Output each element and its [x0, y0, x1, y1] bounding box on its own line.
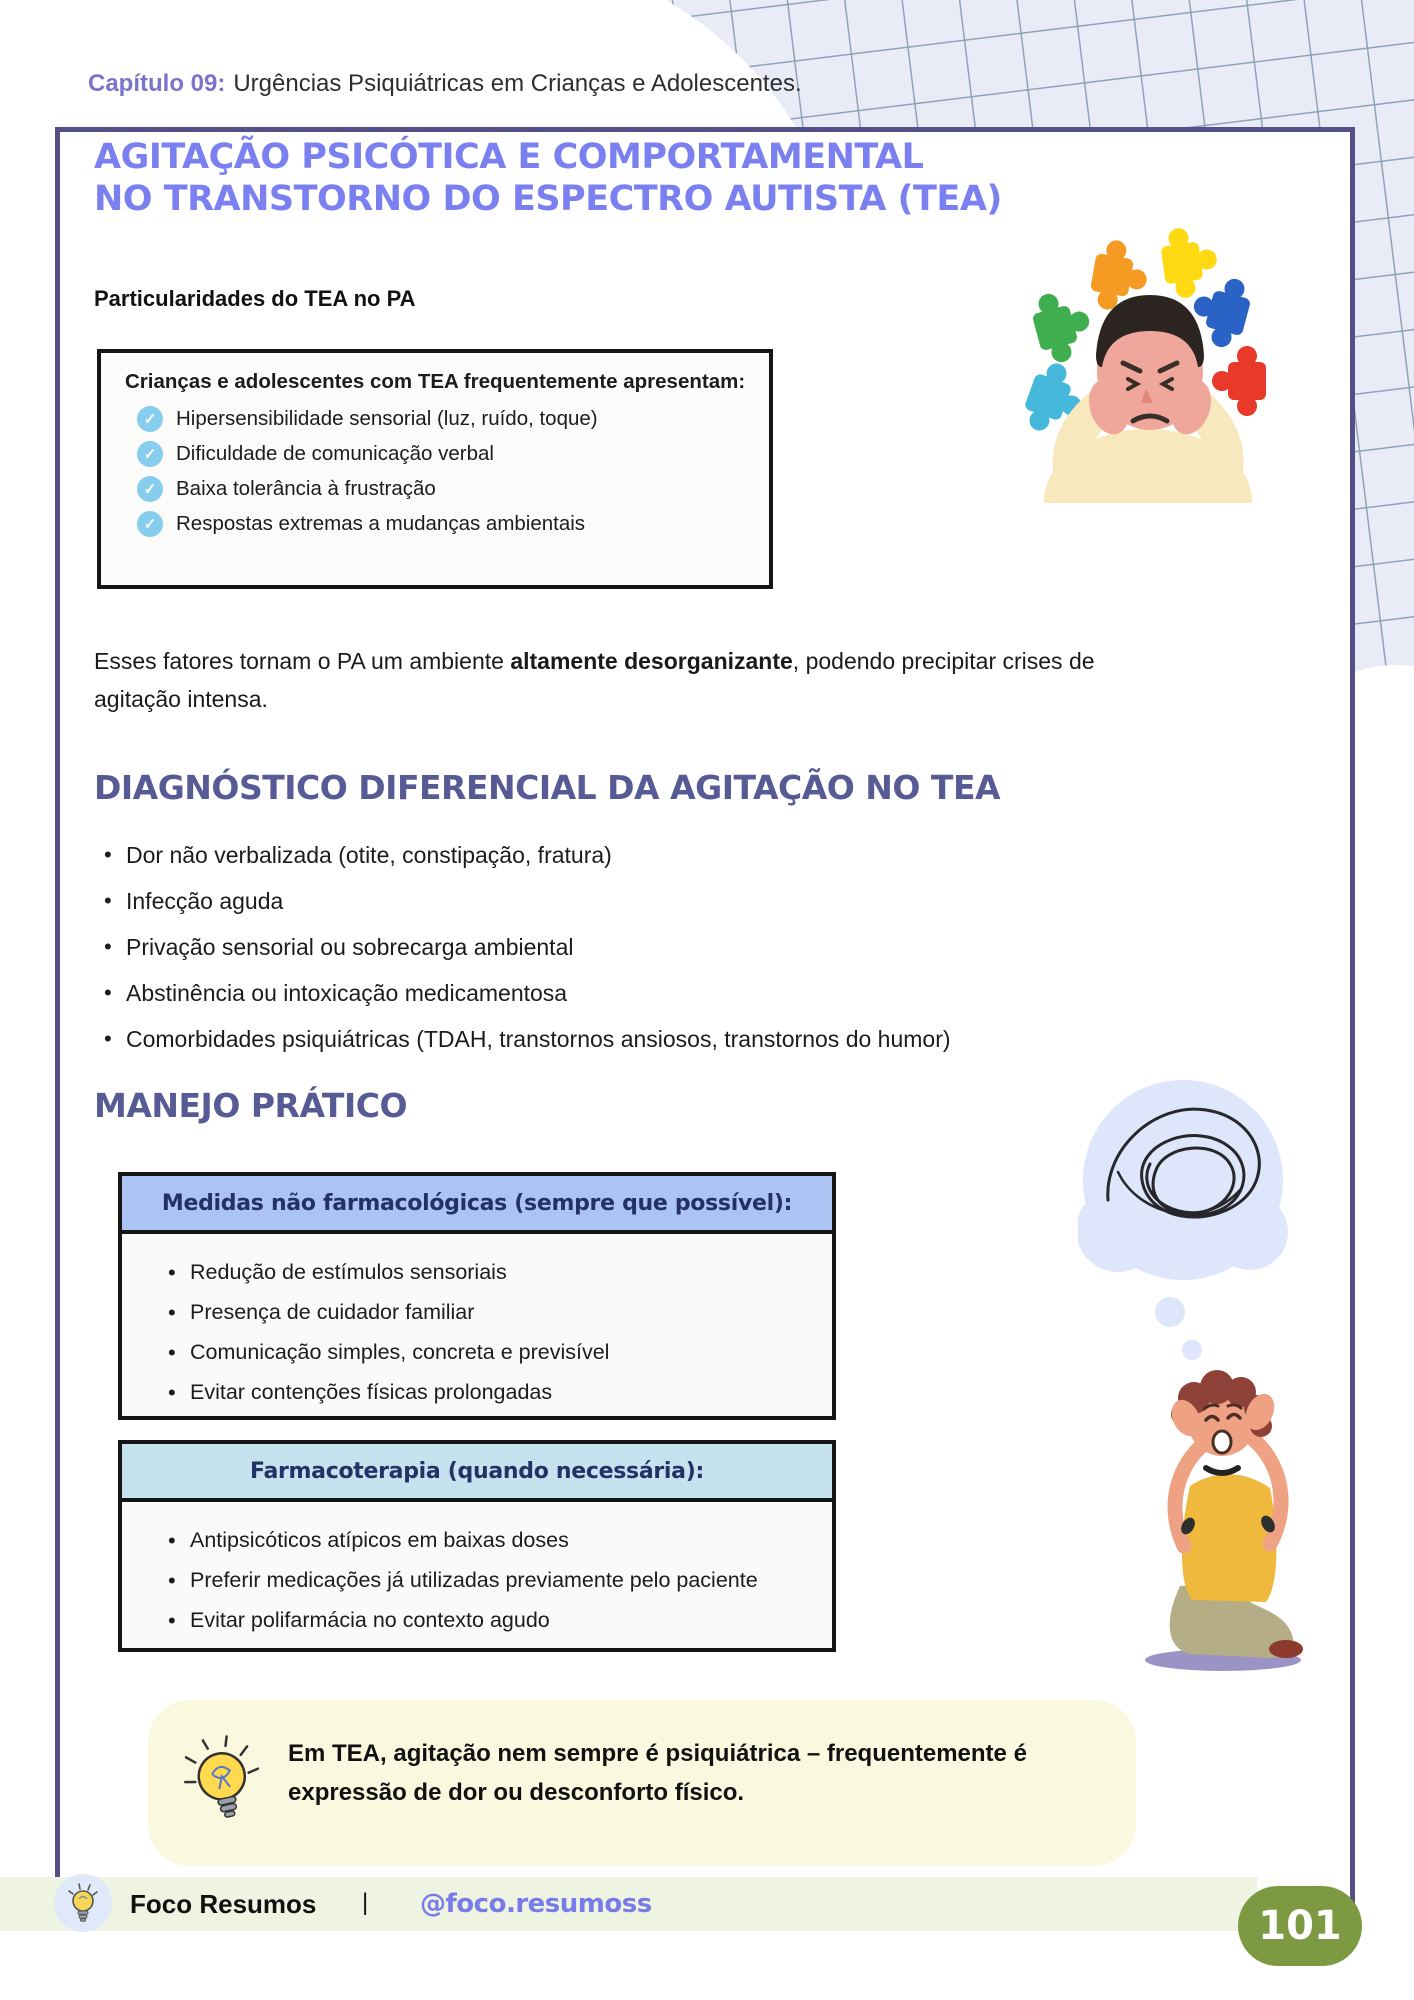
- tip-text: Em TEA, agitação nem sempre é psiquiátrica – frequentemente é expressão de dor ou desconforto físico.: [288, 1740, 1027, 1806]
- paragraph-text: , podendo precipitar crises de agitação intensa.: [94, 648, 1095, 712]
- list-item: • Dor não verbalizada (otite, constipação, fratura): [94, 842, 1244, 869]
- non-pharmacological-box-body: [122, 1234, 832, 1430]
- list-item: • Evitar polifarmácia no contexto agudo: [158, 1608, 808, 1633]
- puzzle-person-graphic: [800, 193, 1280, 503]
- list-item-text: Respostas extremas a mudanças ambientais: [176, 512, 586, 535]
- lightbulb-icon: [178, 1732, 270, 1837]
- list-item-text: Hipersensibilidade sensorial (luz, ruído, toque): [176, 407, 598, 430]
- puzzle-piece-green: [1028, 285, 1098, 367]
- subtitle: Particularidades do TEA no PA: [94, 286, 416, 311]
- chapter-title: Urgências Psiquiátricas em Crianças e Adolescentes.: [233, 70, 802, 97]
- check-circle-icon: ✓: [137, 406, 163, 432]
- list-item-text: Baixa tolerância à frustração: [176, 477, 436, 500]
- list-item: • Infecção aguda: [94, 888, 1244, 915]
- kneeling-child-graphic: [1118, 1358, 1318, 1678]
- non-pharmacological-box: [118, 1172, 836, 1420]
- pharmacotherapy-box: [118, 1440, 836, 1652]
- thought-bubble-graphic: [1078, 1052, 1288, 1382]
- list-item: • Evitar contenções físicas prolongadas: [158, 1380, 808, 1405]
- list-item: • Preferir medicações já utilizadas previamente pelo paciente: [158, 1568, 808, 1593]
- instagram-handle-link[interactable]: @foco.resumoss: [420, 1889, 652, 1919]
- intro-paragraph: [94, 642, 1174, 718]
- footer-bar: [0, 1877, 1257, 1931]
- page-number-badge: 101: [1238, 1886, 1362, 1966]
- check-circle-icon: ✓: [137, 476, 163, 502]
- list-item: • Abstinência ou intoxicação medicamentosa: [94, 980, 1244, 1007]
- list-item: [137, 476, 749, 502]
- footer-separator: |: [362, 1889, 369, 1916]
- chapter-label: Capítulo 09:: [88, 70, 226, 97]
- tangled-thought-bubble-illustration: [1078, 1052, 1288, 1382]
- paragraph-text: Esses fatores tornam o PA um ambiente: [94, 648, 511, 674]
- puzzle-piece-yellow: [1158, 223, 1221, 300]
- non-pharmacological-box-title: Medidas não farmacológicas (sempre que possível):: [122, 1176, 832, 1234]
- differential-list: [94, 842, 1244, 1072]
- paragraph-bold: altamente desorganizante: [510, 648, 793, 674]
- page-title-line1: AGITAÇÃO PSICÓTICA E COMPORTAMENTAL: [94, 137, 924, 177]
- list-item: • Comunicação simples, concreta e previsível: [158, 1340, 808, 1365]
- list-item: • Presença de cuidador familiar: [158, 1300, 808, 1325]
- list-item: • Antipsicóticos atípicos em baixas doses: [158, 1528, 808, 1553]
- section-heading-differential: DIAGNÓSTICO DIFERENCIAL DA AGITAÇÃO NO TEA: [94, 768, 1001, 807]
- list-item: [137, 441, 749, 467]
- pharmacotherapy-box-title: Farmacoterapia (quando necessária):: [122, 1444, 832, 1502]
- pharmacotherapy-box-body: [122, 1502, 832, 1658]
- list-item: • Redução de estímulos sensoriais: [158, 1260, 808, 1285]
- list-item: • Privação sensorial ou sobrecarga ambiental: [94, 934, 1244, 961]
- list-item: [137, 406, 749, 432]
- tea-features-box: [97, 349, 773, 589]
- tip-box: [148, 1700, 1136, 1866]
- check-circle-icon: ✓: [137, 511, 163, 537]
- section-heading-management: MANEJO PRÁTICO: [94, 1086, 407, 1125]
- lightbulb-icon: [54, 1874, 112, 1932]
- brand-name: Foco Resumos: [130, 1889, 317, 1919]
- list-item: • Comorbidades psiquiátricas (TDAH, transtornos ansiosos, transtornos do humor): [94, 1026, 1244, 1053]
- check-circle-icon: ✓: [137, 441, 163, 467]
- autism-illustration: [800, 193, 1280, 503]
- page-title-line2: NO TRANSTORNO DO ESPECTRO AUTISTA (TEA): [94, 179, 1002, 219]
- distressed-child-illustration: [1118, 1358, 1318, 1678]
- chapter-header: [88, 70, 802, 98]
- list-item-text: Dificuldade de comunicação verbal: [176, 442, 494, 465]
- list-item: [137, 511, 749, 537]
- tea-features-box-title: Crianças e adolescentes com TEA frequentemente apresentam:: [125, 370, 746, 393]
